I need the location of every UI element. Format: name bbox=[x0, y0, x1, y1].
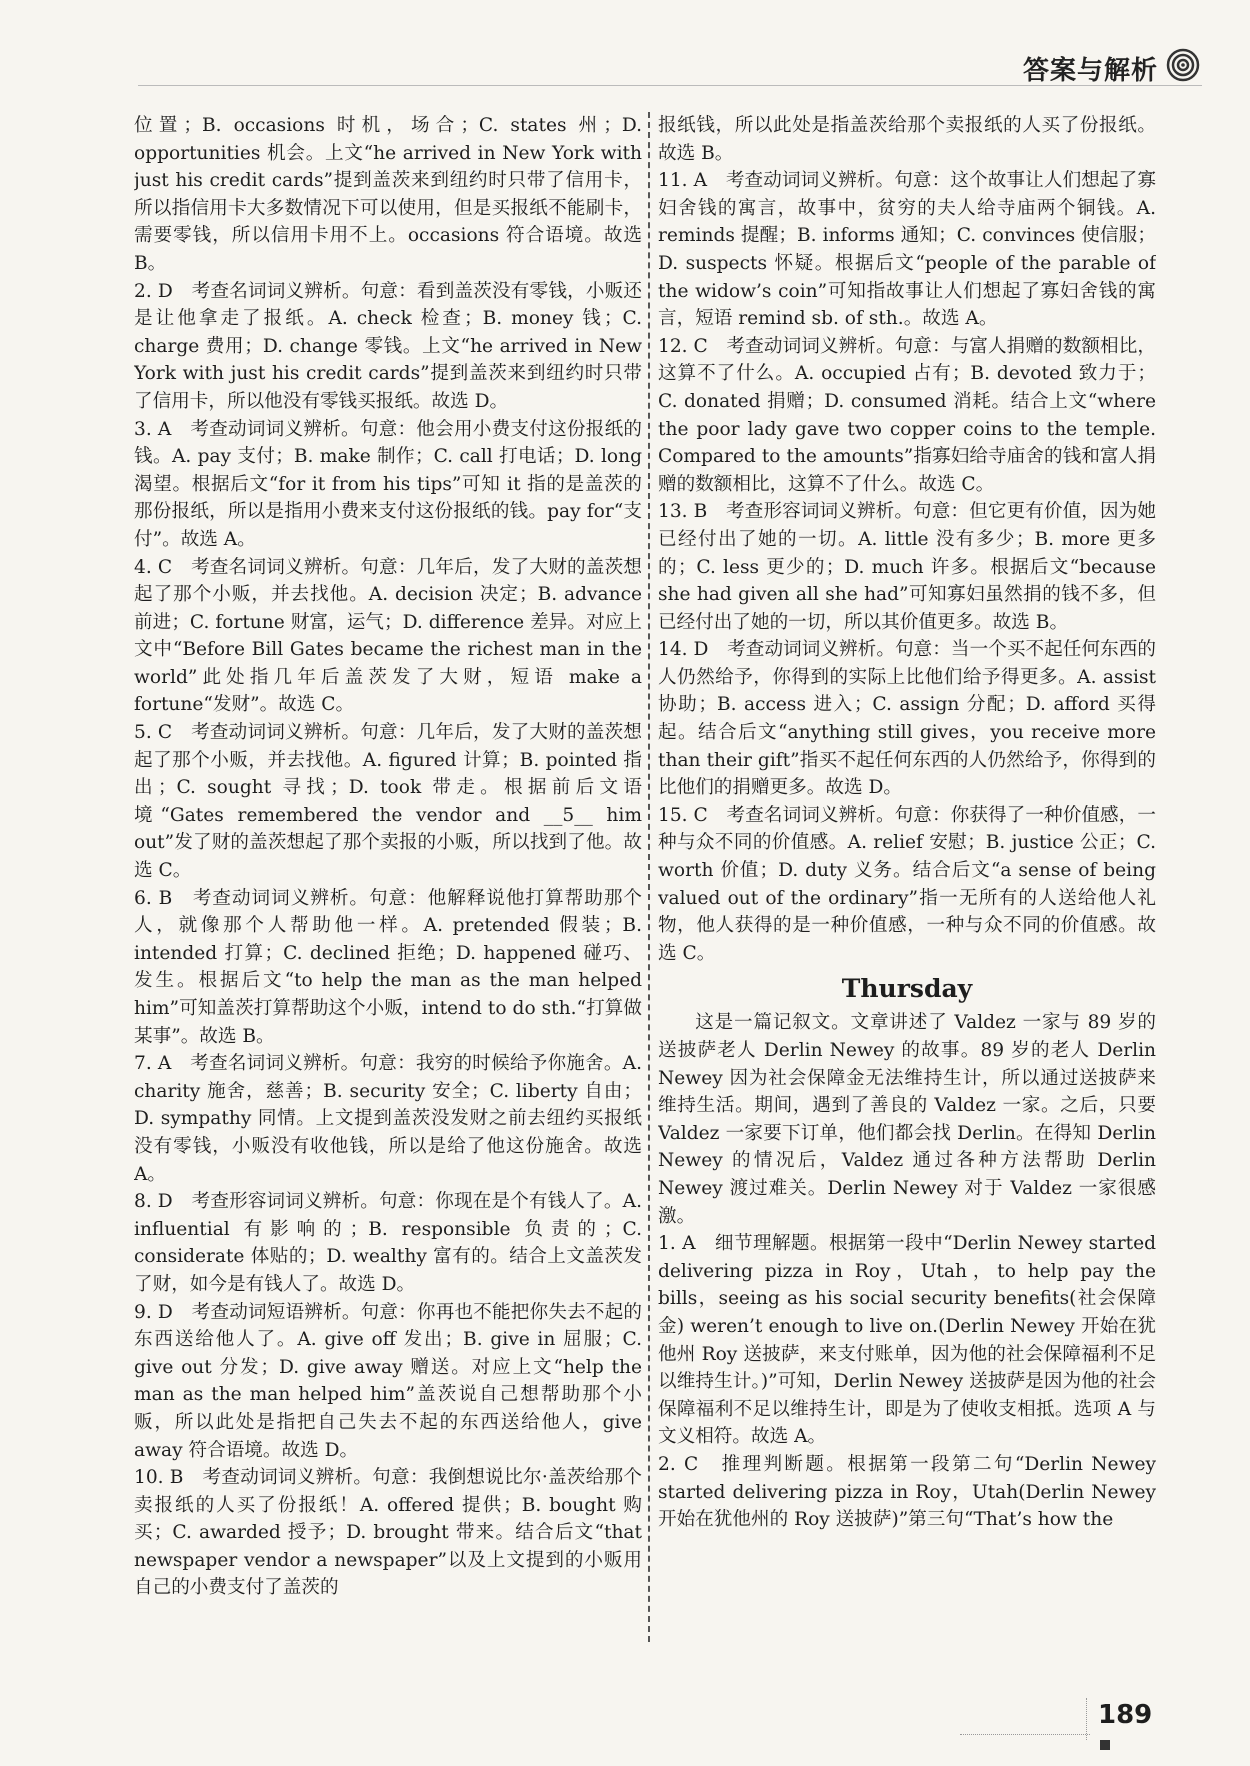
header-rule bbox=[138, 85, 1202, 86]
answer-item: 报纸钱，所以此处是指盖茨给那个卖报纸的人买了份报纸。故选 B。 bbox=[658, 115, 1156, 164]
answer-item: 9. D 考查动词短语辨析。句意：你再也不能把你失去不起的东西送给他人了。A. give off 发出；B. give in 屈服；C. give out 分发；D. give away 赠送。对应上文“help the man as the man helped him”盖茨说自己想帮助那个小贩，所以此处是指把自己失去不起的东西送给他人，give away 符合语境。故选 D。 bbox=[134, 1301, 642, 1461]
answer-item: 位置；B. occasions 时机，场合；C. states 州；D. opportunities 机会。上文“he arrived in New York with just his credit cards”提到盖茨来到纽约时只带了信用卡，所以指信用卡大多数情况下可以使用，但是买报纸不能刷卡，需要零钱，所以信用卡用不上。occasions 符合语境。故选 B。 bbox=[134, 115, 642, 274]
answer-item: 4. C 考查名词词义辨析。句意：几年后，发了大财的盖茨想起了那个小贩，并去找他。A. decision 决定；B. advance 前进；C. fortune 财富，运气；D. difference 差异。对应上文中“Before Bill Gates became the richest man in the world”此处指几年后盖茨发了大财，短语 make a fortune“发财”。故选 C。 bbox=[134, 556, 642, 716]
page-number: 189 bbox=[1098, 1700, 1153, 1730]
right-column bbox=[658, 112, 1156, 1652]
target-icon bbox=[1166, 48, 1200, 82]
answer-item: 13. B 考查形容词词义辨析。句意：但它更有价值，因为她已经付出了她的一切。A. little 没有多少；B. more 更多的；C. less 更少的；D. much 许多。根据后文“because she had given all she had”可知寡妇虽然捐的钱不多，但已经付出了她的一切，所以其价值更多。故选 B。 bbox=[658, 501, 1156, 633]
column-divider bbox=[648, 112, 650, 1642]
answer-item: 14. D 考查动词词义辨析。句意：当一个买不起任何东西的人仍然给予，你得到的实际上比他们给予得更多。A. assist 协助；B. access 进入；C. assign 分配；D. afford 买得起。结合后文“anything still gives，you receive more than their gift”指买不起任何东西的人仍然给予，你得到的比他们的捐赠更多。故选 D。 bbox=[658, 639, 1156, 799]
answer-item: 5. C 考查动词词义辨析。句意：几年后，发了大财的盖茨想起了那个小贩，并去找他。A. figured 计算；B. pointed 指出；C. sought 寻找；D. took 带走。根据前后文语境“Gates remembered the vendor and __5__ him out”发了财的盖茨想起了那个卖报的小贩，所以找到了他。故选 C。 bbox=[134, 722, 642, 882]
answer-item: 12. C 考查动词词义辨析。句意：与富人捐赠的数额相比，这算不了什么。A. occupied 占有；B. devoted 致力于；C. donated 捐赠；D. consumed 消耗。结合上文“where the poor lady gave two copper coins to the temple. Compared to the amounts”指寡妇给寺庙舍的钱和富人捐赠的数额相比，这算不了什么。故选 C。 bbox=[658, 335, 1156, 495]
header-title: 答案与解析 bbox=[1022, 56, 1158, 86]
page-dots bbox=[960, 1734, 1090, 1735]
answer-item: 2. D 考查名词词义辨析。句意：看到盖茨没有零钱，小贩还是让他拿走了报纸。A. check 检查；B. money 钱；C. charge 费用；D. change 零钱。上文“he arrived in New York with just his credit cards”提到盖茨来到纽约时只带了信用卡，所以他没有零钱买报纸。故选 D。 bbox=[134, 280, 642, 412]
answer-item: 11. A 考查动词词义辨析。句意：这个故事让人们想起了寡妇舍钱的寓言，故事中，贫穷的夫人给寺庙两个铜钱。A. reminds 提醒；B. informs 通知；C. convinces 使信服；D. suspects 怀疑。根据后文“people of the parable of the widow’s coin”可知指故事让人们想起了寡妇舍钱的寓言，短语 remind sb. of sth.。故选 A。 bbox=[658, 170, 1156, 330]
answer-item: 8. D 考查形容词词义辨析。句意：你现在是个有钱人了。A. influential 有影响的；B. responsible 负责的；C. considerate 体贴的；D. wealthy 富有的。结合上文盖茨发了财，如今是有钱人了。故选 D。 bbox=[134, 1191, 642, 1295]
page-mark bbox=[1100, 1740, 1110, 1750]
answer-item: 3. A 考查动词词义辨析。句意：他会用小费支付这份报纸的钱。A. pay 支付；B. make 制作；C. call 打电话；D. long 渴望。根据后文“for it from his tips”可知 it 指的是盖茨的那份报纸，所以是指用小费来支付这份报纸的钱。pay for“支付”。故选 A。 bbox=[134, 418, 642, 550]
answer-item: 6. B 考查动词词义辨析。句意：他解释说他打算帮助那个人，就像那个人帮助他一样。A. pretended 假装；B. intended 打算；C. declined 拒绝；D. happened 碰巧、发生。根据后文“to help the man as the man helped him”可知盖茨打算帮助这个小贩，intend to do sth.“打算做某事”。故选 B。 bbox=[134, 887, 642, 1047]
answer-item: 2. C 推理判断题。根据第一段第二句“Derlin Newey started delivering pizza in Roy，Utah(Derlin Newey 开始在犹他州的 Roy 送披萨)”第三句“That’s how the bbox=[658, 1453, 1156, 1531]
section-title: Thursday bbox=[841, 974, 973, 1004]
answer-item: 10. B 考查动词词义辨析。句意：我倒想说比尔·盖茨给那个卖报纸的人买了份报纸！A. offered 提供；B. bought 购买；C. awarded 授予；D. brought 带来。结合后文“that newspaper vendor a newspaper”以及上文提到的小贩用自己的小费支付了盖茨的 bbox=[134, 1467, 642, 1599]
section-intro: 这是一篇记叙文。文章讲述了 Valdez 一家与 89 岁的送披萨老人 Derlin Newey 的故事。89 岁的老人 Derlin Newey 因为社会保障金无法维持生计，所以通过送披萨来维持生活。期间，遇到了善良的 Valdez 一家。之后，只要 Valdez 一家要下订单，他们都会找 Derlin。在得知 Derlin Newey 的情况后，Valdez 通过各种方法帮助 Derlin Newey 渡过难关。Derlin Newey 对于 Valdez 一家很感激。 bbox=[658, 1012, 1156, 1227]
answer-item: 1. A 细节理解题。根据第一段中“Derlin Newey started delivering pizza in Roy，Utah，to help pay the bills，seeing as his social security benefits(社会保障金) weren’t enough to live on.(Derlin Newey 开始在犹他州 Roy 送披萨，来支付账单，因为他的社会保障福利不足以维持生计。)”可知，Derlin Newey 送披萨是因为他的社会保障福利不足以维持生计，即是为了使收支相抵。选项 A 与文义相符。故选 A。 bbox=[658, 1233, 1156, 1448]
answer-item: 7. A 考查名词词义辨析。句意：我穷的时候给予你施舍。A. charity 施舍，慈善；B. security 安全；C. liberty 自由；D. sympathy 同情。上文提到盖茨没发财之前去纽约买报纸没有零钱，小贩没有收他钱，所以是给了他这份施舍。故选 A。 bbox=[134, 1053, 642, 1185]
answer-item: 15. C 考查名词词义辨析。句意：你获得了一种价值感，一种与众不同的价值感。A. relief 安慰；B. justice 公正；C. worth 价值；D. duty 义务。结合后文“a sense of being valued out of the ordinary”指一无所有的人送给他人礼物，他人获得的是一种价值感，一种与众不同的价值感。故选 C。 bbox=[658, 804, 1156, 964]
left-column bbox=[134, 112, 642, 1652]
